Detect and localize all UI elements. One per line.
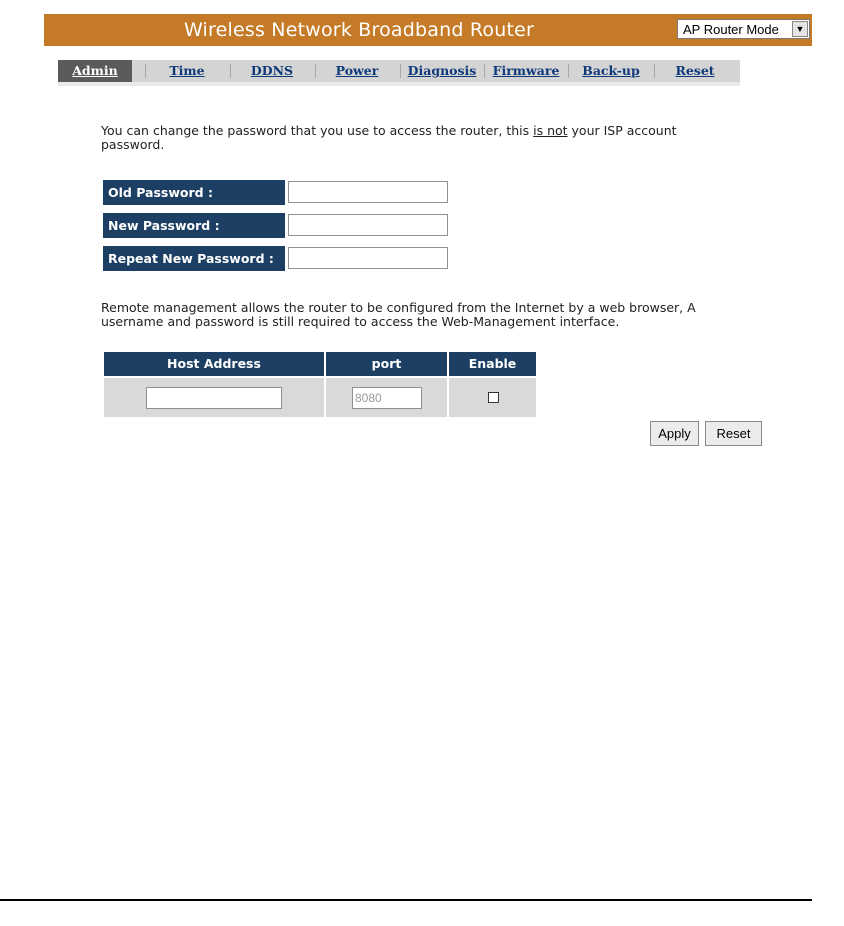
tab-power[interactable]: Power bbox=[335, 63, 379, 78]
tab-backup[interactable]: Back-up bbox=[582, 63, 640, 78]
port-input[interactable]: 8080 bbox=[352, 387, 422, 409]
new-password-label: New Password : bbox=[103, 213, 285, 238]
tab-bar-shadow bbox=[58, 82, 740, 86]
remote-intro: Remote management allows the router to be configured from the Internet by a web browser, A username and password is still required to access the Web-Management interface. bbox=[101, 300, 696, 329]
port-cell bbox=[326, 378, 447, 417]
tab-bar bbox=[58, 60, 740, 82]
old-password-input[interactable] bbox=[288, 181, 448, 203]
enable-checkbox[interactable] bbox=[488, 392, 499, 403]
footer-divider bbox=[0, 899, 812, 901]
repeat-password-input[interactable] bbox=[288, 247, 448, 269]
tab-admin[interactable]: Admin bbox=[58, 60, 132, 82]
tab-diagnosis[interactable]: Diagnosis bbox=[407, 63, 477, 78]
new-password-input[interactable] bbox=[288, 214, 448, 236]
host-address-input[interactable] bbox=[146, 387, 282, 409]
tab-ddns[interactable]: DDNS bbox=[250, 63, 294, 78]
page-title: Wireless Network Broadband Router bbox=[183, 19, 535, 41]
enable-header: Enable bbox=[449, 352, 536, 376]
apply-button[interactable]: Apply bbox=[650, 421, 699, 446]
old-password-label: Old Password : bbox=[103, 180, 285, 205]
tab-firmware[interactable]: Firmware bbox=[492, 63, 560, 78]
emphasis-text: is not bbox=[533, 123, 568, 138]
port-header: port bbox=[326, 352, 447, 376]
mode-select-value: AP Router Mode bbox=[683, 22, 779, 37]
host-address-header: Host Address bbox=[104, 352, 324, 376]
chevron-down-icon[interactable]: ▼ bbox=[792, 21, 808, 37]
password-intro: You can change the password that you use to access the router, this is not your ISP account password. bbox=[101, 123, 677, 152]
tab-reset[interactable]: Reset bbox=[675, 63, 715, 78]
header-bar bbox=[44, 14, 812, 46]
repeat-password-label: Repeat New Password : bbox=[103, 246, 285, 271]
mode-select[interactable] bbox=[677, 19, 810, 39]
host-address-cell bbox=[104, 378, 324, 417]
enable-cell bbox=[449, 378, 536, 417]
tab-time[interactable]: Time bbox=[169, 63, 205, 78]
reset-button[interactable]: Reset bbox=[705, 421, 762, 446]
